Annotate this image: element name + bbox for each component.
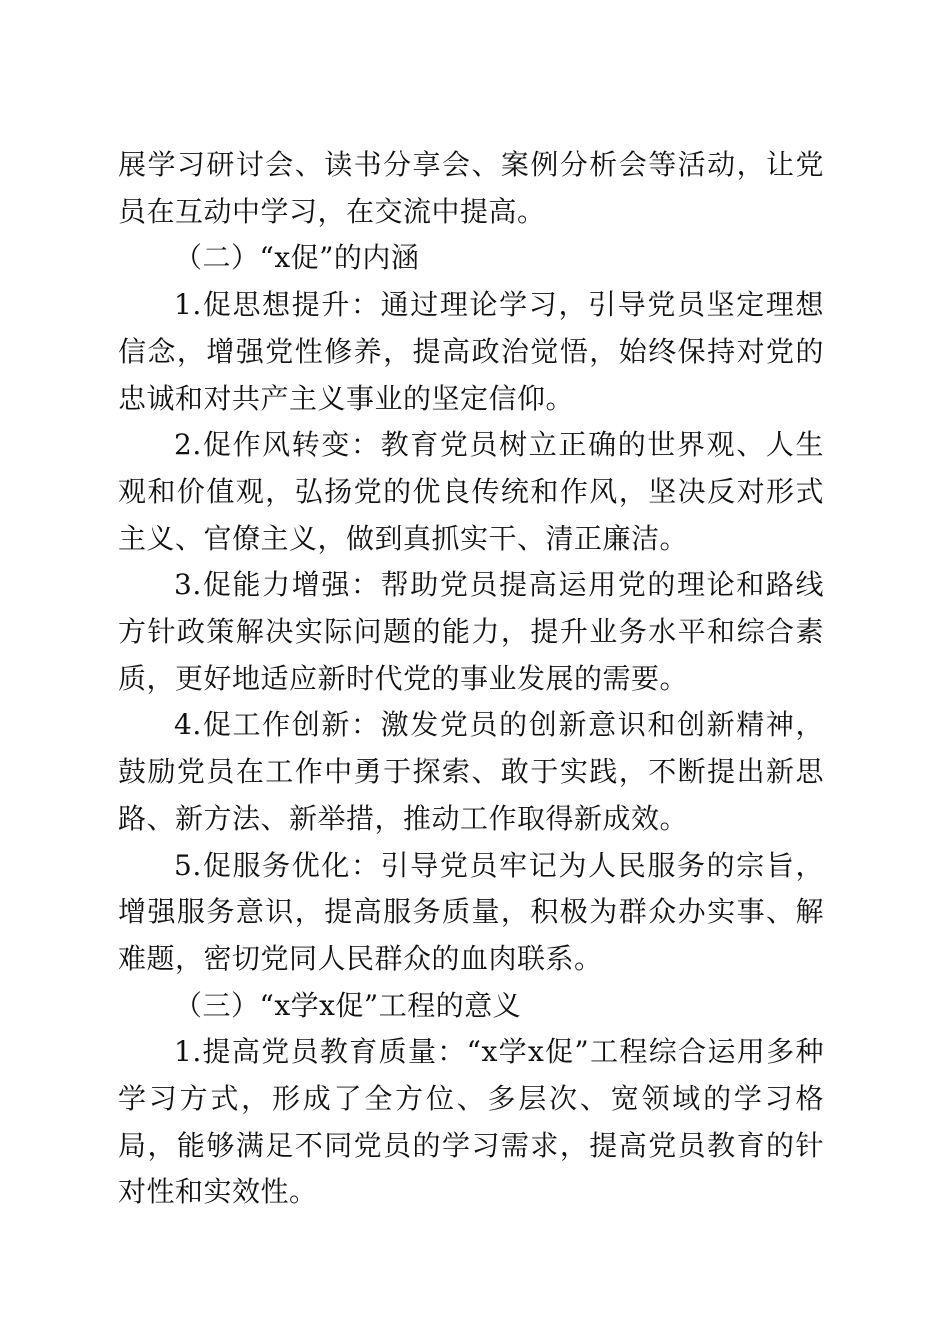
section-heading-xcu-meaning: （二）“x促”的内涵 (174, 241, 420, 275)
document-body (118, 142, 824, 1216)
section-heading-project-significance: （三）“x学x促”工程的意义 (174, 988, 522, 1022)
paragraph-item-3-ability: 3.促能力增强：帮助党员提高运用党的理论和路线方针政策解决实际问题的能力，提升业务水平和综合素质，更好地适应新时代党的事业发展的需要。 (118, 568, 824, 695)
paragraph-item-5-service: 5.促服务优化：引导党员牢记为人民服务的宗旨，增强服务意识，提高服务质量，积极为群众办实事、解难题，密切党同人民群众的血肉联系。 (118, 848, 824, 975)
paragraph-item-1-thought: 1.促思想提升：通过理论学习，引导党员坚定理想信念，增强党性修养，提高政治觉悟，始终保持对党的忠诚和对共产主义事业的坚定信仰。 (118, 288, 824, 415)
paragraph-item-2-style: 2.促作风转变：教育党员树立正确的世界观、人生观和价值观，弘扬党的优良传统和作风，坚决反对形式主义、官僚主义，做到真抓实干、清正廉洁。 (118, 428, 824, 555)
paragraph-significance-1: 1.提高党员教育质量：“x学x促”工程综合运用多种学习方式，形成了全方位、多层次、宽领域的学习格局，能够满足不同党员的学习需求，提高党员教育的针对性和实效性。 (118, 1035, 824, 1209)
paragraph-continuation: 展学习研讨会、读书分享会、案例分析会等活动，让党员在互动中学习，在交流中提高。 (118, 148, 824, 228)
paragraph-item-4-innovation: 4.促工作创新：激发党员的创新意识和创新精神，鼓励党员在工作中勇于探索、敢于实践，不断提出新思路、新方法、新举措，推动工作取得新成效。 (118, 708, 824, 835)
